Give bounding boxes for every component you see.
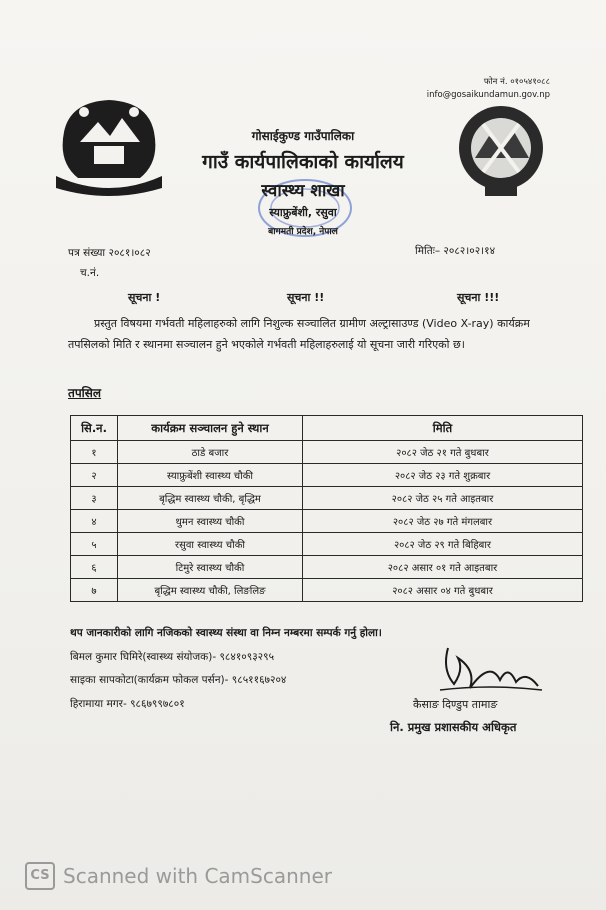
- cell-place: स्याफ्रुबेंशी स्वास्थ्य चौकी: [118, 464, 303, 487]
- office-address: स्याफ्रुबेंशी, रसुवा: [269, 206, 337, 219]
- table-row: [71, 441, 583, 464]
- cell-sn: ३: [71, 487, 118, 510]
- cell-date: २०८२ जेठ २३ गते शुक्रबार: [303, 464, 583, 487]
- table-row: [71, 464, 583, 487]
- notice-body: प्रस्तुत विषयमा गर्भवती महिलाहरुको लागि निशुल्क सञ्चालित ग्रामीण अल्ट्रासाउण्ड (Video X-ray) कार्यक्रम तपसिलको मिति र स्थानमा सञ्चालन हुने भएकोले गर्भवती महिलाहरुलाई यो सूचना जारी गरिएको छ।: [68, 317, 530, 351]
- office-name: गाउँ कार्यपालिकाको कार्यालय: [202, 151, 404, 173]
- watermark-text: Scanned with CamScanner: [63, 864, 332, 888]
- cell-sn: ६: [71, 556, 118, 579]
- letter-date: मितिः– २०८२।०२।१४: [415, 245, 496, 257]
- cell-place: टिमुरे स्वास्थ्य चौकी: [118, 556, 303, 579]
- notice-heading-2: सूचना !!: [287, 291, 325, 304]
- cell-date: २०८२ जेठ २५ गते आइतबार: [303, 487, 583, 510]
- camscanner-icon: CS: [25, 862, 55, 890]
- cell-place: ठाडे बजार: [118, 441, 303, 464]
- cell-sn: ४: [71, 510, 118, 533]
- cell-place: रसुवा स्वास्थ्य चौकी: [118, 533, 303, 556]
- cell-sn: १: [71, 441, 118, 464]
- contact-instruction: थप जानकारीको लागि नजिकको स्वास्थ्य संस्था वा निम्न नम्बरमा सम्पर्क गर्नु होला।: [70, 627, 382, 639]
- contact-person-2: साइका सापकोटा(कार्यक्रम फोकल पर्सन)- ९८५११६७२०४: [70, 674, 287, 686]
- table-row: [71, 510, 583, 533]
- cell-date: २०८२ जेठ २७ गते मंगलबार: [303, 510, 583, 533]
- contact-person-3: हिरामाया मगर- ९८६७९९७८०१: [70, 698, 185, 710]
- notice-heading-3: सूचना !!!: [457, 291, 500, 304]
- scanner-watermark: [25, 862, 332, 890]
- table-row: [71, 556, 583, 579]
- email-address: info@gosaikundamun.gov.np: [426, 90, 550, 100]
- signatory-title: नि. प्रमुख प्रशासकीय अधिकृत: [390, 720, 517, 734]
- cell-date: २०८२ असार ०४ गते बुधबार: [303, 579, 583, 602]
- signature-mark: [430, 640, 545, 698]
- section-name: स्वास्थ्य शाखा: [261, 181, 345, 201]
- cell-date: २०८२ असार ०१ गते आइतबार: [303, 556, 583, 579]
- province-name: बागमती प्रदेश, नेपाल: [268, 227, 338, 237]
- cell-date: २०८२ जेठ २९ गते बिहिबार: [303, 533, 583, 556]
- table-row: [71, 579, 583, 602]
- table-header-row: [71, 416, 583, 441]
- cell-place: बृद्धिम स्वास्थ्य चौकी, बृद्धिम: [118, 487, 303, 510]
- header-date: मिति: [303, 416, 583, 441]
- cell-sn: ७: [71, 579, 118, 602]
- table-row: [71, 487, 583, 510]
- cell-date: २०८२ जेठ २१ गते बुधबार: [303, 441, 583, 464]
- header-place: कार्यक्रम सञ्चालन हुने स्थान: [118, 416, 303, 441]
- table-row: [71, 533, 583, 556]
- dispatch-number: च.नं.: [80, 267, 100, 279]
- reference-number: पत्र संख्या २०८१।०८२: [68, 247, 151, 259]
- schedule-heading: तपसिल: [68, 386, 102, 400]
- notice-heading-1: सूचना !: [128, 291, 161, 304]
- header-sn: सि.न.: [71, 416, 118, 441]
- schedule-table: [70, 415, 583, 602]
- cell-place: थुमन स्वास्थ्य चौकी: [118, 510, 303, 533]
- signatory-name: कैसाङ दिण्डुप तामाङ: [413, 698, 498, 711]
- contact-person-1: बिमल कुमार घिमिरे(स्वास्थ्य संयोजक)- ९८४१०९३२९५: [70, 651, 275, 663]
- cell-place: बृद्धिम स्वास्थ्य चौकी, लिङलिङ: [118, 579, 303, 602]
- cell-sn: ५: [71, 533, 118, 556]
- phone-number: फोन नं. ०१०५४१०८८: [483, 77, 550, 87]
- contact-info: [427, 76, 550, 102]
- municipality-name: गोसाईकुण्ड गाउँपालिका: [251, 129, 355, 143]
- cell-sn: २: [71, 464, 118, 487]
